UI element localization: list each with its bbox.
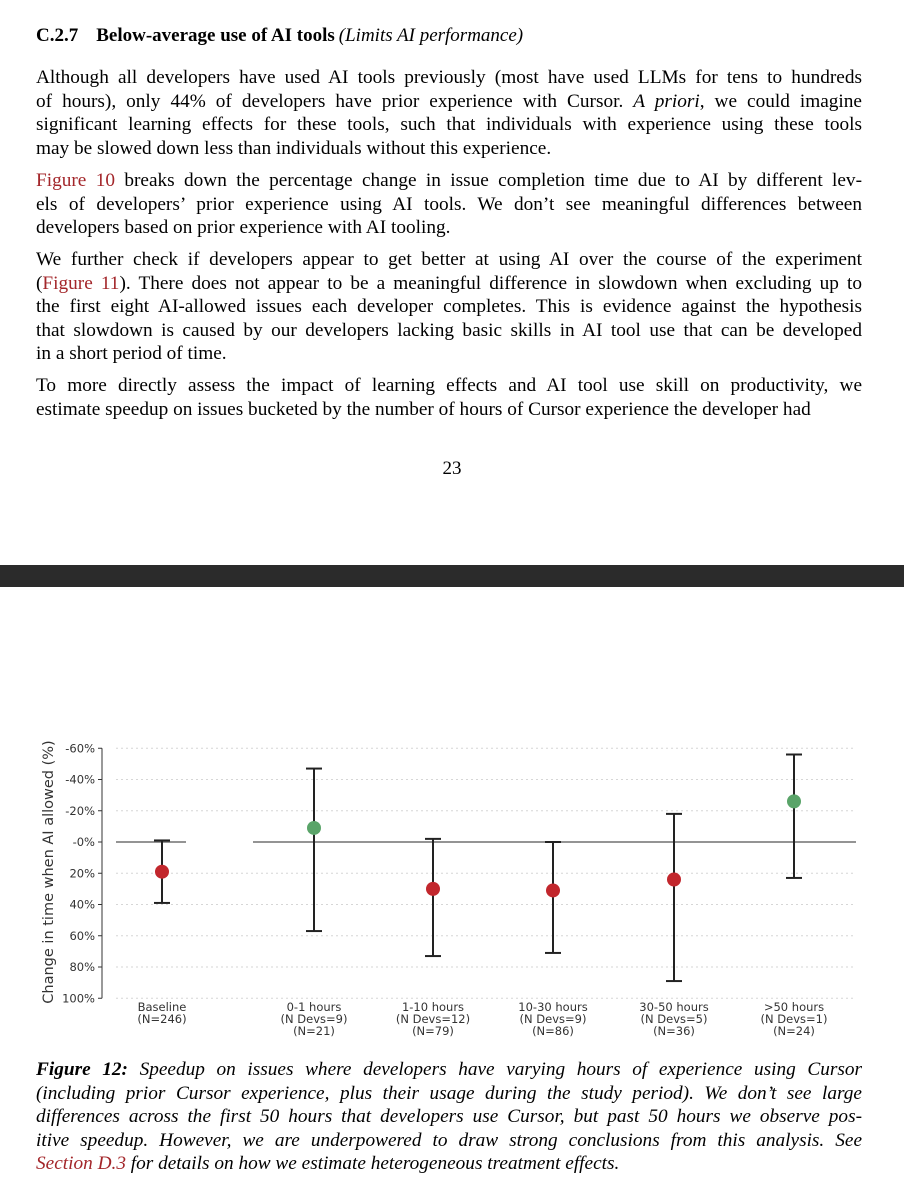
x-category-label: 30-50 hours bbox=[639, 1000, 709, 1014]
text-run: itive speedup. However, we are underpowered to draw strong conclusions from this analysis. See bbox=[36, 1129, 862, 1151]
x-category-label: 0-1 hours bbox=[286, 1000, 342, 1014]
cross-reference-link[interactable]: Figure 10 bbox=[36, 170, 115, 191]
x-category-label: (N=79) bbox=[412, 1024, 454, 1038]
data-point bbox=[787, 794, 801, 808]
x-category-label: (N=36) bbox=[653, 1024, 695, 1038]
y-tick-label: -20% bbox=[65, 803, 95, 818]
text-run: differences across the first 50 hours that developers use Cursor, but past 50 hours we observe pos- bbox=[36, 1106, 862, 1128]
text-line bbox=[36, 1129, 862, 1153]
x-category-label: Baseline bbox=[137, 1000, 187, 1014]
y-axis-label: Change in time when AI allowed (%) bbox=[41, 740, 57, 1004]
data-point bbox=[155, 865, 169, 879]
y-tick-label: 40% bbox=[69, 897, 95, 912]
text-run: We further check if developers appear to get better at using AI over the course of the experiment bbox=[36, 249, 862, 270]
text-run: Speedup on issues where developers have varying hours of experience using Cursor bbox=[127, 1059, 863, 1080]
x-category-label: (N=24) bbox=[773, 1024, 815, 1038]
y-tick-label: 100% bbox=[62, 991, 95, 1006]
section-number: C.2.7 bbox=[36, 25, 79, 46]
text-run: of hours), only 44% of developers have prior experience with Cursor. bbox=[36, 90, 634, 112]
text-run: A priori bbox=[633, 90, 700, 112]
cross-reference-link[interactable]: Figure 11 bbox=[42, 272, 120, 294]
text-run: To more directly assess the impact of learning effects and AI tool use skill on productivity, we bbox=[36, 375, 862, 396]
x-category-label: (N=246) bbox=[137, 1012, 187, 1026]
text-run: (including prior Cursor experience, plus their usage during the study period). We don’t see large bbox=[36, 1082, 862, 1104]
y-tick-label: -0% bbox=[72, 835, 95, 849]
x-category-label: 1-10 hours bbox=[401, 1000, 465, 1014]
x-category-label: (N=21) bbox=[293, 1024, 335, 1038]
chart-y-axis bbox=[62, 741, 102, 1005]
data-point bbox=[546, 883, 560, 897]
page-number: 23 bbox=[442, 458, 462, 479]
cross-reference-link[interactable]: Section D.3 bbox=[36, 1153, 126, 1175]
text-run: for details on how we estimate heterogeneous treatment effects. bbox=[125, 1153, 620, 1175]
x-category-label: 10-30 hours bbox=[518, 1000, 588, 1014]
text-run: ). There does not appear to be a meaningful difference in slowdown when excluding up to bbox=[119, 272, 863, 294]
chart-x-labels bbox=[137, 1000, 827, 1038]
data-point bbox=[426, 882, 440, 896]
text-run: estimate speedup on issues bucketed by the number of hours of Cursor experience the developer had bbox=[36, 398, 811, 420]
text-run: breaks down the percentage change in issue completion time due to AI by different lev- bbox=[114, 170, 862, 191]
data-point bbox=[307, 821, 321, 835]
section-subtitle: (Limits AI performance) bbox=[338, 25, 524, 46]
chart-grid bbox=[116, 748, 856, 998]
x-category-label: (N Devs=12) bbox=[395, 1012, 471, 1026]
y-tick-label: -40% bbox=[65, 772, 95, 787]
text-run: that slowdown is caused by our developers lacking basic skills in AI tool use that can be developed bbox=[36, 319, 862, 341]
y-tick-label: 60% bbox=[69, 928, 95, 943]
y-tick-label: -60% bbox=[65, 741, 95, 756]
text-run: , we could imagine bbox=[699, 90, 862, 112]
text-line bbox=[36, 1082, 862, 1106]
x-category-label: (N Devs=1) bbox=[760, 1012, 828, 1026]
y-tick-label: 80% bbox=[69, 960, 95, 974]
text-line bbox=[36, 1058, 862, 1082]
data-point bbox=[667, 873, 681, 887]
text-line bbox=[36, 1152, 862, 1176]
figure-caption bbox=[36, 1058, 862, 1176]
text-run: in a short period of time. bbox=[36, 343, 227, 365]
y-tick-label: 20% bbox=[69, 866, 95, 881]
text-run: developers based on prior experience with AI tooling. bbox=[36, 217, 451, 239]
text-run: Figure 12: bbox=[36, 1059, 128, 1080]
x-category-label: (N Devs=5) bbox=[640, 1012, 708, 1026]
text-run: ( bbox=[36, 272, 43, 294]
section-title: Below-average use of AI tools bbox=[96, 25, 335, 46]
text-line bbox=[36, 1105, 862, 1129]
chart-marks bbox=[116, 755, 856, 982]
text-run: significant learning effects for these tools, such that individuals with experience using these tools bbox=[36, 114, 862, 136]
x-category-label: (N=86) bbox=[532, 1024, 574, 1038]
x-category-label: (N Devs=9) bbox=[280, 1012, 348, 1026]
text-run: Although all developers have used AI tools previously (most have used LLMs for tens to hundreds bbox=[36, 67, 862, 88]
x-category-label: (N Devs=9) bbox=[519, 1012, 587, 1026]
text-run: may be slowed down less than individuals without this experience. bbox=[36, 137, 552, 159]
text-run: the first eight AI-allowed issues each developer completes. This is evidence against the hypothesis bbox=[36, 296, 862, 318]
x-category-label: >50 hours bbox=[763, 1000, 825, 1014]
text-run: els of developers’ prior experience using AI tools. We don’t see meaningful differences between bbox=[36, 193, 862, 215]
